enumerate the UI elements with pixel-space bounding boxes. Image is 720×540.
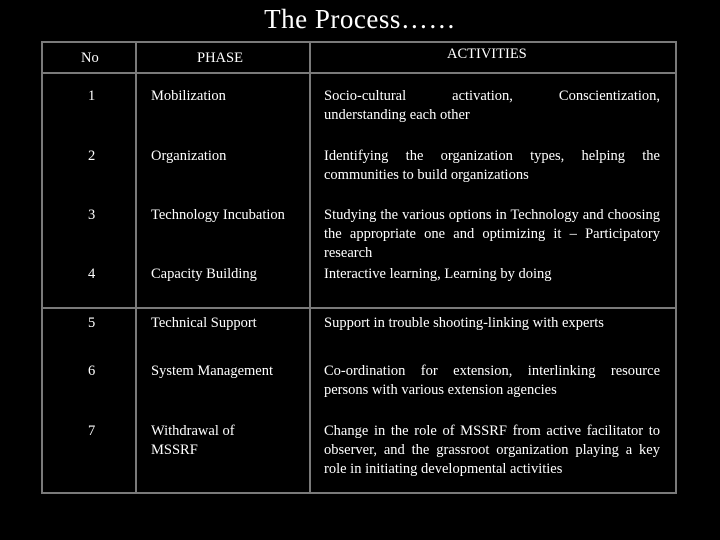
row-5-no: 5 bbox=[88, 315, 96, 331]
row-1-activities: Socio-cultural activation, Conscientization, understanding each other bbox=[324, 88, 660, 123]
row-3-phase: Technology Incubation bbox=[151, 207, 285, 223]
row-5-activities: Support in trouble shooting-linking with experts bbox=[324, 315, 604, 331]
row-6-phase: System Management bbox=[151, 363, 274, 379]
row-1-no: 1 bbox=[88, 88, 96, 104]
row-2-phase: Organization bbox=[151, 148, 227, 164]
row-divider bbox=[43, 307, 675, 309]
page-title: The Process…… bbox=[264, 4, 456, 34]
row-6-no: 6 bbox=[88, 363, 96, 379]
row-2-activities: Identifying the organization types, helping the communities to build organizations bbox=[324, 148, 660, 183]
header-no: No bbox=[81, 50, 99, 66]
process-table bbox=[41, 41, 677, 494]
row-4-no: 4 bbox=[88, 266, 96, 282]
row-1-phase: Mobilization bbox=[151, 88, 226, 104]
column-divider bbox=[135, 43, 137, 492]
row-7-phase: Withdrawal of MSSRF bbox=[151, 423, 235, 458]
row-2-no: 2 bbox=[88, 148, 96, 164]
row-7-activities: Change in the role of MSSRF from active facilitator to observer, and the grassroot organization playing a key role in initiating developmental activities bbox=[324, 423, 660, 477]
header-activities: ACTIVITIES bbox=[447, 46, 527, 62]
row-5-phase: Technical Support bbox=[151, 315, 257, 331]
row-3-no: 3 bbox=[88, 207, 96, 223]
row-7-no: 7 bbox=[88, 423, 96, 439]
header-divider bbox=[43, 72, 675, 74]
row-4-phase: Capacity Building bbox=[151, 266, 257, 282]
column-divider bbox=[309, 43, 311, 492]
row-6-activities: Co-ordination for extension, interlinking resource persons with various extension agencies bbox=[324, 363, 660, 398]
header-phase: PHASE bbox=[197, 50, 243, 66]
row-4-activities: Interactive learning, Learning by doing bbox=[324, 266, 552, 282]
row-3-activities: Studying the various options in Technology and choosing the appropriate one and optimizing it – Participatory research bbox=[324, 207, 660, 261]
